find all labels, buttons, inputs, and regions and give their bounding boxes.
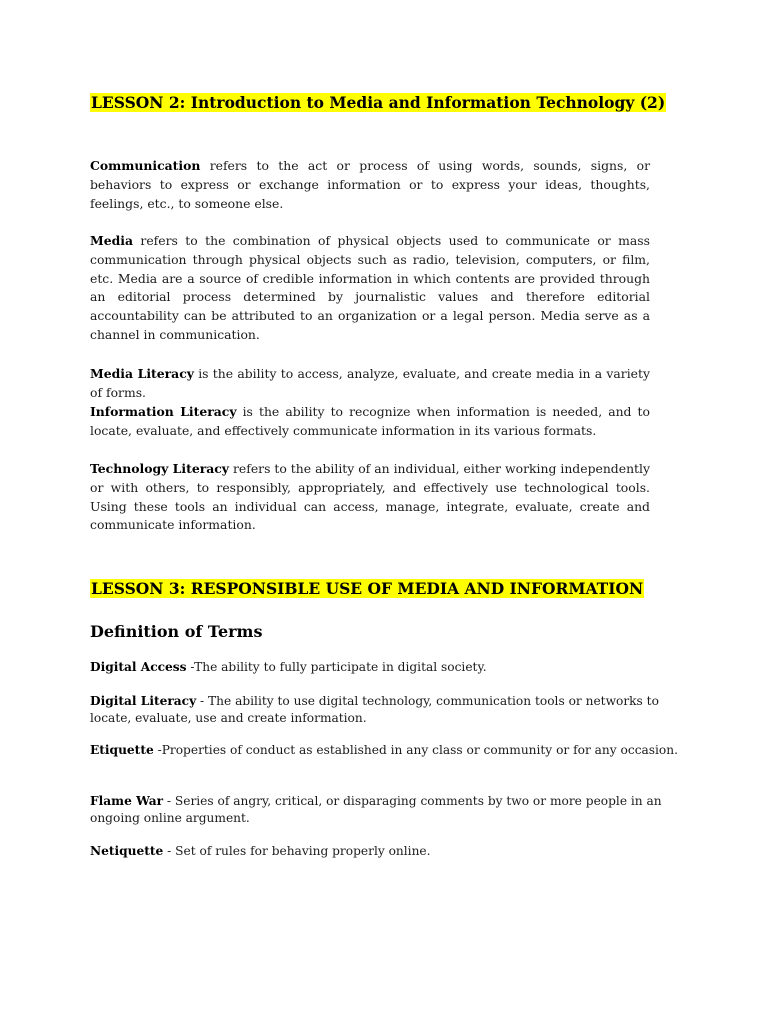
lesson-3-title <box>90 578 690 600</box>
definition-communication: refers to the act or process of using words, sounds, signs, or behaviors to express or exchange information or to express your ideas, thoughts, feelings, etc., to someone else. <box>90 158 650 211</box>
term-definition: -Properties of conduct as established in any class or community or for any occasion. <box>153 743 678 757</box>
term-label: Etiquette <box>90 743 154 757</box>
term-label: Flame War <box>90 794 164 808</box>
paragraph-technology-literacy <box>90 460 650 535</box>
term-communication: Communication <box>90 158 201 173</box>
lesson-2-title-highlight: LESSON 2: Introduction to Media and Information Technology (2) <box>91 93 666 112</box>
definition-technology-literacy: refers to the ability of an individual, either working independently or with others, to responsibly, appropriately, and effectively use technological tools. Using these tools an individual can access, manage, integrate, evaluate, create and communicate information. <box>90 461 650 533</box>
term-item-flame-war <box>90 793 690 826</box>
term-item-digital-literacy <box>90 693 690 726</box>
term-definition: - Series of angry, critical, or disparaging comments by two or more people in an ongoing online argument. <box>90 794 662 825</box>
paragraph-information-literacy <box>90 403 650 441</box>
term-definition: - The ability to use digital technology, communication tools or networks to locate, evaluate, use and create information. <box>90 694 659 725</box>
term-label: Digital Literacy <box>90 694 197 708</box>
term-technology-literacy: Technology Literacy <box>90 461 230 476</box>
term-item-etiquette <box>90 742 690 759</box>
paragraph-media <box>90 232 650 345</box>
lesson-3-title-highlight: LESSON 3: RESPONSIBLE USE OF MEDIA AND INFORMATION <box>91 579 644 598</box>
term-item-digital-access <box>90 659 690 676</box>
term-definition: -The ability to fully participate in digital society. <box>186 660 487 674</box>
definition-media: refers to the combination of physical objects used to communicate or mass communication through physical objects such as radio, television, computers, or film, etc. Media are a source of credible information in which contents are provided through an editorial process determined by journalistic values and therefore editorial accountability can be attributed to an organization or a legal person. Media serve as a channel in communication. <box>90 233 650 342</box>
definition-media-literacy: is the ability to access, analyze, evaluate, and create media in a variety of forms. <box>90 366 650 400</box>
paragraph-communication <box>90 157 650 213</box>
definition-of-terms-heading: Definition of Terms <box>90 622 263 641</box>
paragraph-media-literacy <box>90 365 650 403</box>
term-label: Netiquette <box>90 844 164 858</box>
term-media: Media <box>90 233 133 248</box>
term-information-literacy: Information Literacy <box>90 404 237 419</box>
definition-information-literacy: is the ability to recognize when information is needed, and to locate, evaluate, and effectively communicate information in its various formats. <box>90 404 650 438</box>
term-media-literacy: Media Literacy <box>90 366 194 381</box>
term-definition: - Set of rules for behaving properly online. <box>163 844 431 858</box>
term-item-netiquette <box>90 843 690 860</box>
term-label: Digital Access <box>90 660 187 674</box>
lesson-2-title <box>90 92 670 114</box>
